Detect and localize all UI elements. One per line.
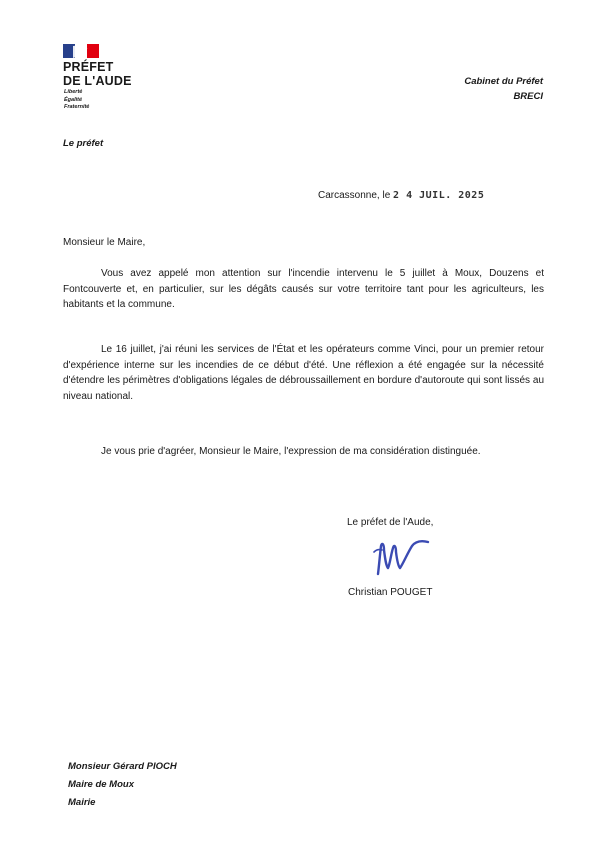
paragraph-text: Je vous prie d'agréer, Monsieur le Maire, l'expression de ma considération distinguée.	[101, 446, 481, 457]
org-line-2: DE L'AUDE	[63, 73, 132, 88]
marianne-profile-icon	[63, 44, 99, 58]
organization-name	[63, 61, 132, 88]
handwritten-signature-icon	[372, 538, 434, 578]
recipient-place: Mairie	[68, 797, 96, 808]
motto-fraternite: Fraternité	[64, 104, 90, 110]
salutation: Monsieur le Maire,	[63, 237, 146, 248]
recipient-name: Monsieur Gérard PIOCH	[68, 761, 177, 772]
author-label: Le préfet	[63, 138, 104, 149]
letter-paragraph-2	[63, 342, 544, 404]
motto-egalite: Égalité	[64, 96, 83, 103]
paragraph-text: Le 16 juillet, j'ai réuni les services de l'État et les opérateurs comme Vinci, pour un premier retour d'expérience interne sur les incendies de ce début d'été. Une réflexion a été engagée sur la nécessité d'étendre les périmètres d'obligations légales de débroussaillement en bordure d'autoroute qui sont lissés au niveau national.	[63, 344, 544, 402]
date-line	[318, 190, 484, 201]
sender-department	[464, 74, 543, 104]
recipient-title: Maire de Moux	[68, 779, 134, 790]
signatory-name: Christian POUGET	[348, 587, 433, 598]
service-name: BRECI	[513, 91, 543, 102]
letter-paragraph-3	[63, 444, 544, 460]
recipient-address	[68, 758, 177, 812]
signature-role: Le préfet de l'Aude,	[347, 517, 434, 528]
department-name: Cabinet du Préfet	[464, 76, 543, 87]
republic-motto	[64, 89, 89, 112]
org-line-1: PRÉFET	[63, 60, 114, 74]
paragraph-text: Vous avez appelé mon attention sur l'incendie intervenu le 5 juillet à Moux, Douzens et Fontcouverte et, en particulier, sur les dégâts causés sur votre territoire tant pour les agriculteurs, les habitants et la commune.	[63, 268, 544, 310]
date-place: Carcassonne, le	[318, 190, 391, 201]
date-stamp: 2 4 JUIL. 2025	[393, 190, 485, 201]
marianne-logo	[63, 44, 99, 58]
letter-paragraph-1	[63, 266, 544, 313]
motto-liberte: Liberté	[64, 89, 83, 95]
